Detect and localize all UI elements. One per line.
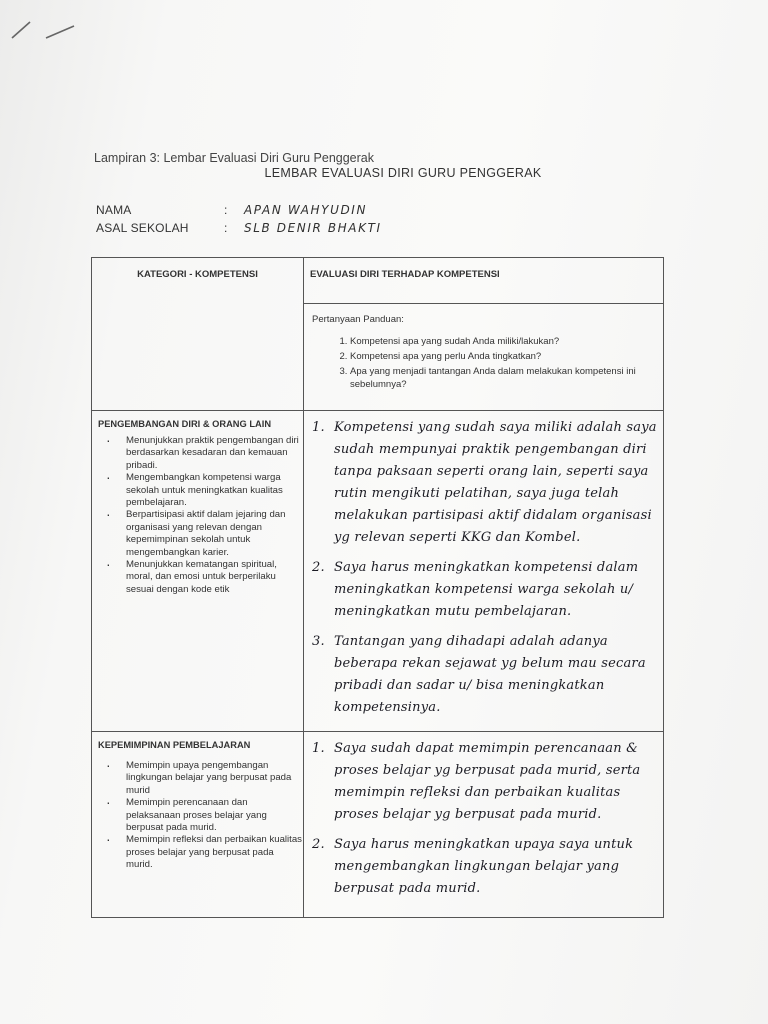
- guide-question: 2. Kompetensi apa yang perlu Anda tingkatkan?: [350, 350, 655, 363]
- school-colon: :: [224, 221, 228, 235]
- answer-item: [312, 631, 659, 719]
- answer-number: 1.: [312, 420, 325, 435]
- answer-cell: [304, 411, 664, 732]
- category-cell: [92, 732, 304, 918]
- answer-number: 3.: [312, 634, 325, 649]
- evaluation-table: [91, 257, 664, 918]
- handwritten-answers: [304, 732, 663, 912]
- evaluation-header: EVALUASI DIRI TERHADAP KOMPETENSI: [310, 269, 500, 280]
- competency-item: · Menunjukkan praktik pengembangan diri berdasarkan kesadaran dan kemauan pribadi.: [106, 435, 303, 472]
- school-label: ASAL SEKOLAH: [96, 221, 189, 235]
- answer-text: Saya harus meningkatkan kompetensi dalam meningkatkan kompetensi warga sekolah u/ meningkatkan mutu pembelajaran.: [334, 560, 639, 619]
- answer-item: [312, 738, 659, 826]
- competency-item: · Memimpin perencanaan dan pelaksanaan proses belajar yang berpusat pada murid.: [106, 797, 303, 834]
- guide-question: 1. Kompetensi apa yang sudah Anda miliki/lakukan?: [350, 335, 655, 348]
- guide-questions: [304, 303, 663, 399]
- name-field: [96, 203, 367, 217]
- answer-item: [312, 557, 659, 623]
- handwritten-answers: [304, 411, 663, 731]
- competency-item: · Memimpin refleksi dan perbaikan kualitas proses belajar yang berpusat pada murid.: [106, 834, 303, 871]
- answer-number: 1.: [312, 741, 325, 756]
- name-value: APAN WAHYUDIN: [244, 203, 368, 217]
- section-title: KEPEMIMPINAN PEMBELAJARAN: [98, 740, 251, 750]
- answer-text: Kompetensi yang sudah saya miliki adalah saya sudah mempunyai praktik pengembangan diri tanpa paksaan seperti orang lain, seperti saya rutin mengikuti pelatihan, saya juga telah melakukan partisipasi aktif didalam organisasi yg relevan seperti KKG dan Kombel.: [334, 420, 657, 545]
- table-row: [92, 411, 664, 732]
- school-field: [96, 221, 382, 235]
- answer-text: Saya harus meningkatkan upaya saya untuk mengembangkan lingkungan belajar yang berpusat pada murid.: [334, 837, 634, 896]
- category-header-cell: [92, 258, 304, 411]
- table-row: [92, 732, 664, 918]
- name-colon: :: [224, 203, 228, 217]
- guide-question-list: [312, 335, 655, 391]
- answer-text: Saya sudah dapat memimpin perencanaan & proses belajar yg berpusat pada murid, serta memimpin refleksi dan perbaikan kualitas proses belajar yg berpusat pada murid.: [334, 741, 641, 822]
- section-title: PENGEMBANGAN DIRI & ORANG LAIN: [98, 419, 272, 429]
- table-header-row: [92, 258, 664, 411]
- name-label: NAMA: [96, 203, 132, 217]
- school-value: SLB DENIR BHAKTI: [244, 221, 382, 235]
- category-header: KATEGORI - KOMPETENSI: [137, 269, 258, 280]
- document-title: LEMBAR EVALUASI DIRI GURU PENGGERAK: [264, 166, 542, 180]
- competency-list: [92, 760, 303, 872]
- competency-item: · Berpartisipasi aktif dalam jejaring dan organisasi yang relevan dengan kepemimpinan sekolah untuk mengembangkan karier.: [106, 509, 303, 559]
- answer-number: 2.: [312, 837, 325, 852]
- answer-item: [312, 417, 659, 549]
- competency-item: · Menunjukkan kematangan spiritual, moral, dan emosi untuk berperilaku sesuai dengan kode etik: [106, 559, 303, 596]
- guide-question: 3. Apa yang menjadi tantangan Anda dalam melakukan kompetensi ini sebelumnya?: [350, 365, 655, 391]
- evaluation-header-cell: [304, 258, 664, 411]
- competency-item: · Mengembangkan kompetensi warga sekolah untuk meningkatkan kualitas pembelajaran.: [106, 472, 303, 509]
- appendix-label: Lampiran 3: Lembar Evaluasi Diri Guru Penggerak: [94, 151, 374, 165]
- category-cell: [92, 411, 304, 732]
- answer-number: 2.: [312, 560, 325, 575]
- answer-item: [312, 834, 659, 900]
- pen-mark-icon: [10, 14, 80, 44]
- answer-text: Tantangan yang dihadapi adalah adanya beberapa rekan sejawat yg belum mau secara pribadi dan sadar u/ bisa meningkatkan kompetensinya.: [334, 634, 646, 715]
- competency-item: · Memimpin upaya pengembangan lingkungan belajar yang berpusat pada murid: [106, 760, 303, 797]
- guide-title: Pertanyaan Panduan:: [312, 314, 404, 325]
- answer-cell: [304, 732, 664, 918]
- competency-list: [92, 435, 303, 596]
